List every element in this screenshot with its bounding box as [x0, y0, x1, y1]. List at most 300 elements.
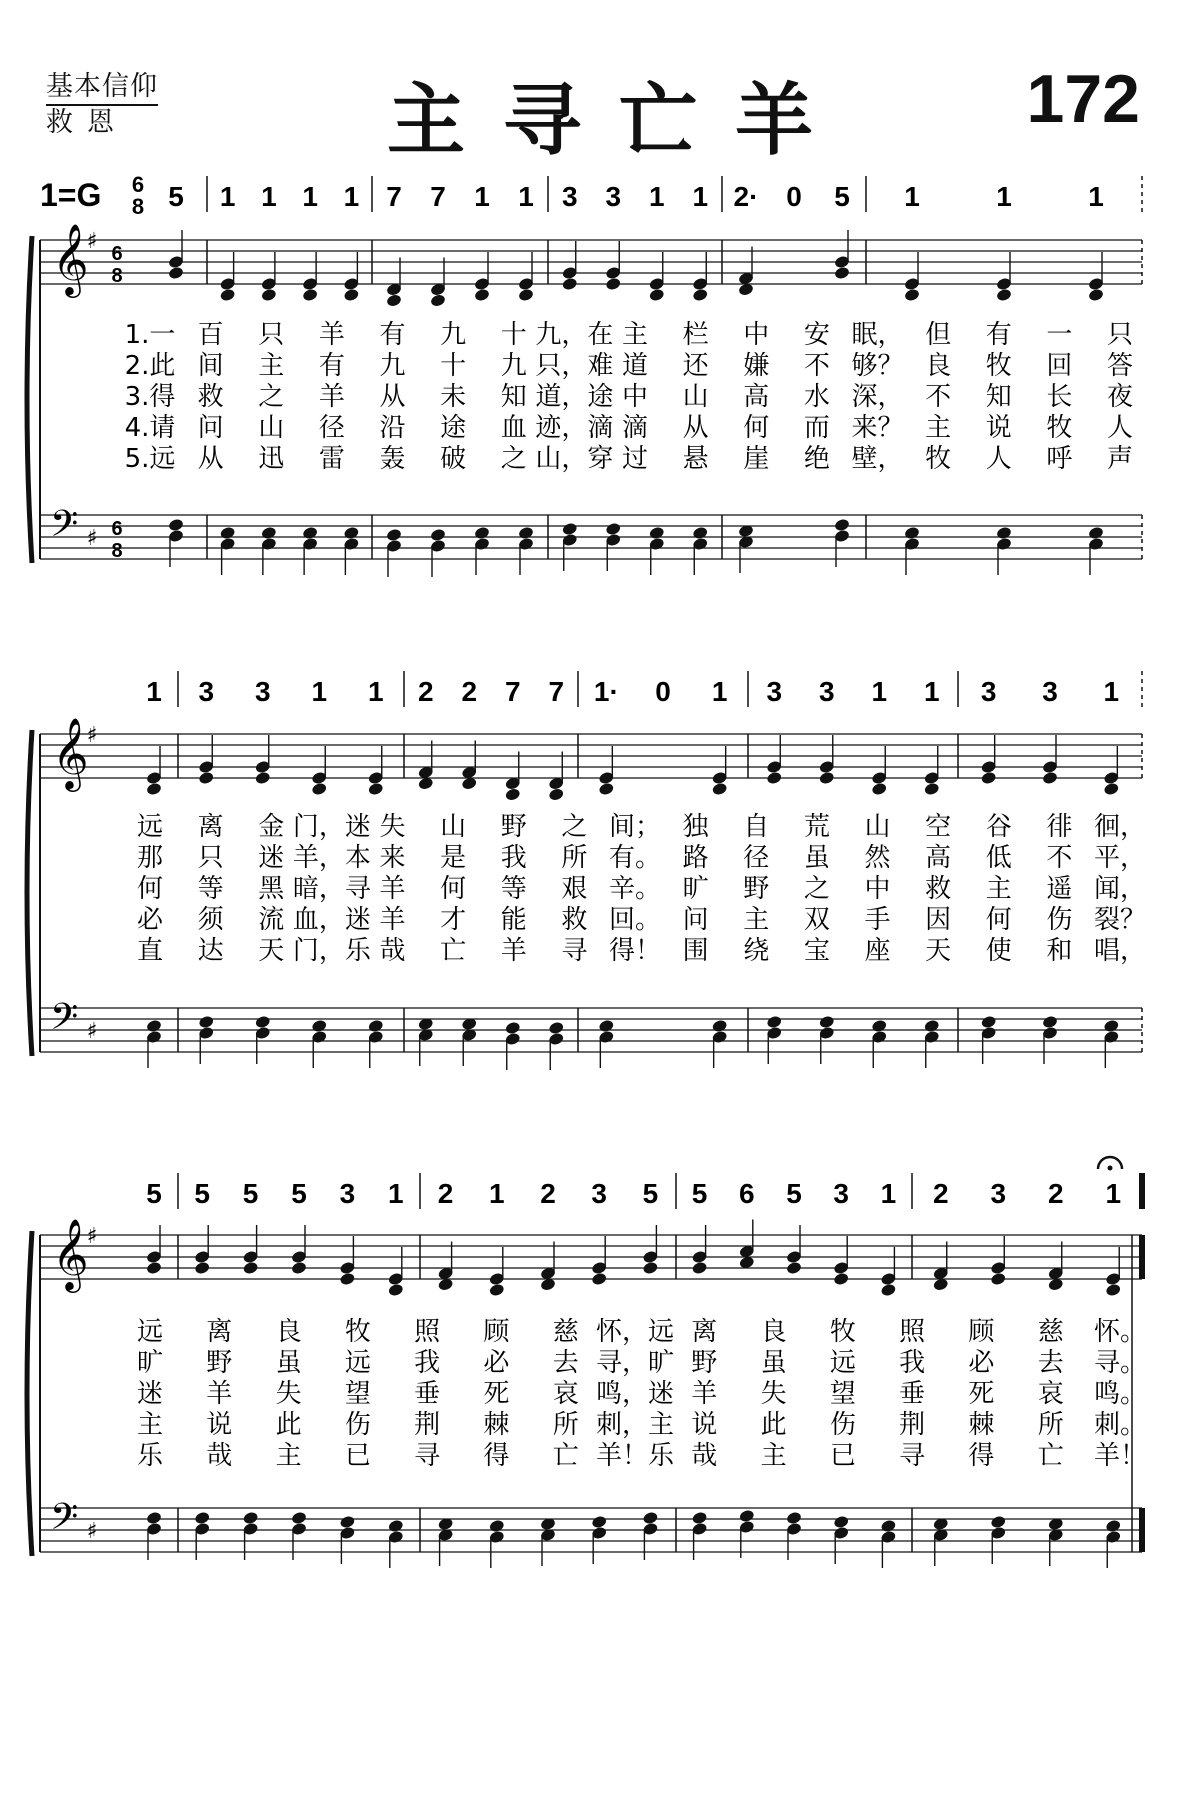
lyric-syllable: 照 — [899, 1317, 926, 1347]
treble-notehead — [261, 288, 278, 303]
lyric-syllable: 照 — [414, 1317, 441, 1347]
jianpu-note: 1 — [311, 676, 328, 707]
lyric-syllable: 牧 — [344, 1317, 371, 1347]
treble-notehead — [711, 782, 728, 797]
staff-time-bottom: 8 — [111, 540, 123, 562]
lyric-syllable: 直 — [136, 936, 164, 966]
jianpu-note: 5 — [242, 1178, 259, 1209]
jianpu-note: 3 — [605, 181, 622, 212]
lyric-syllable: 迅 — [258, 444, 285, 474]
jianpu-note: 5 — [691, 1178, 708, 1209]
lyric-syllable: 哀 — [1037, 1379, 1064, 1409]
lyric-syllable: 主 — [743, 905, 770, 935]
jianpu-note: 1 — [1103, 676, 1120, 707]
lyric-syllable: 迹，滴 — [535, 413, 614, 443]
lyric-syllable: 门，乐 — [292, 936, 371, 966]
lyric-syllable: 伤 — [829, 1410, 856, 1440]
bass-notehead — [561, 522, 578, 537]
lyric-syllable: 良 — [925, 351, 952, 381]
lyric-syllable: 野 — [691, 1348, 718, 1378]
lyric-syllable: 高 — [743, 382, 770, 412]
grand-staff-brace — [27, 236, 32, 563]
treble-notehead — [990, 1272, 1007, 1287]
lyric-syllable: 慈 — [552, 1317, 579, 1347]
lyric-syllable: 山 — [864, 812, 891, 842]
lyric-syllable: 救 — [561, 905, 588, 935]
lyric-syllable: 失 — [379, 812, 406, 842]
jianpu-note: 2 — [417, 676, 434, 707]
bass-notehead — [548, 1021, 565, 1036]
lyric-syllable: 只 — [258, 320, 285, 350]
jianpu-note: 3 — [339, 1178, 356, 1209]
bass-notehead — [786, 1511, 803, 1526]
lyric-syllable: 所 — [552, 1410, 579, 1440]
lyric-syllable: 去 — [552, 1348, 579, 1378]
treble-notehead — [834, 266, 851, 281]
subcategory-label: 救恩 — [46, 104, 158, 140]
treble-notehead — [904, 288, 921, 303]
lyric-syllable: 荆 — [414, 1410, 441, 1440]
treble-clef-icon: 𝄞 — [52, 716, 89, 789]
lyric-syllable: 主 — [985, 874, 1012, 904]
treble-notehead — [980, 771, 997, 786]
jianpu-note: 3 — [1042, 676, 1058, 707]
lyric-syllable: 寻 — [899, 1441, 926, 1471]
lyric-syllable: 垂 — [414, 1379, 441, 1409]
lyric-syllable: 崖 — [743, 444, 770, 474]
treble-clef-icon: 𝄞 — [52, 1217, 89, 1290]
treble-notehead — [591, 1272, 608, 1287]
bass-notehead — [904, 526, 921, 541]
lyric-syllable: 眠， — [851, 320, 904, 350]
jianpu-note: 1 — [146, 676, 162, 707]
bass-notehead — [871, 1019, 888, 1034]
bass-notehead — [219, 526, 236, 541]
lyric-syllable: 救 — [197, 382, 224, 412]
lyric-syllable: 而 — [803, 413, 830, 443]
lyric-syllable: 旷 — [682, 874, 709, 904]
lyric-syllable: 鸣，迷 — [595, 1379, 675, 1409]
treble-notehead — [430, 293, 447, 308]
lyric-syllable: 4.请 — [124, 413, 176, 443]
lyric-syllable: 道，途 — [535, 382, 614, 412]
treble-notehead — [766, 771, 783, 786]
lyric-syllable: 夜 — [1106, 382, 1134, 412]
lyric-syllable: 已 — [829, 1441, 856, 1471]
treble-notehead — [291, 1261, 308, 1276]
jianpu-note: 2· — [733, 181, 759, 212]
jianpu-note: 3 — [766, 676, 783, 707]
lyric-syllable: 门，迷 — [292, 812, 371, 842]
jianpu-note: 1 — [518, 181, 534, 212]
lyric-syllable: 说 — [691, 1410, 718, 1440]
bass-notehead — [980, 1015, 997, 1030]
jianpu-note: 5 — [642, 1178, 659, 1209]
lyric-syllable: 得 — [483, 1441, 510, 1471]
bass-notehead — [291, 1511, 308, 1526]
lyric-syllable: 我 — [899, 1348, 926, 1378]
time-bottom: 8 — [131, 194, 145, 219]
treble-notehead — [1042, 771, 1059, 786]
lyric-syllable: 答 — [1106, 351, 1134, 381]
jianpu-note: 1 — [923, 676, 940, 707]
lyric-syllable: 失 — [275, 1379, 302, 1409]
lyric-syllable: 安 — [803, 320, 830, 350]
lyric-syllable: 声 — [1106, 444, 1134, 474]
treble-notehead — [198, 771, 215, 786]
treble-notehead — [691, 1261, 708, 1276]
lyric-syllable: 之 — [258, 382, 285, 412]
lyric-syllable: 道 — [621, 351, 649, 381]
lyric-syllable: 得 — [968, 1441, 995, 1471]
treble-notehead — [488, 1283, 505, 1298]
lyric-syllable: 山 — [682, 382, 709, 412]
lyric-syllable: 良 — [275, 1317, 302, 1347]
treble-notehead — [871, 782, 888, 797]
treble-notehead — [642, 1261, 659, 1276]
lyric-syllable: 2.此 — [124, 351, 176, 381]
bass-clef-icon: 𝄢 — [50, 996, 79, 1047]
sharp-icon: ♯ — [86, 526, 98, 551]
sharp-icon: ♯ — [86, 229, 98, 254]
bass-notehead — [642, 1511, 659, 1526]
lyric-syllable: 那 — [136, 843, 164, 873]
lyric-syllable: 羊 — [318, 320, 345, 350]
lyric-syllable: 轰 — [379, 444, 406, 474]
bass-notehead — [311, 1019, 328, 1034]
lyric-syllable: 途 — [440, 413, 467, 443]
bass-notehead — [146, 1019, 163, 1034]
lyric-syllable: 从 — [197, 444, 224, 474]
treble-notehead — [833, 1272, 850, 1287]
hymn-title: 主寻亡羊 — [386, 76, 851, 166]
lyric-syllable: 何 — [743, 413, 770, 443]
lyric-syllable: 羊 — [691, 1379, 718, 1409]
lyric-syllable: 双 — [803, 905, 830, 935]
lyric-syllable: 有。 — [608, 843, 662, 873]
lyric-syllable: 栏 — [682, 320, 709, 350]
lyric-syllable: 羊 — [318, 382, 345, 412]
lyric-syllable: 百 — [197, 320, 224, 350]
treble-notehead — [1088, 288, 1105, 303]
lyric-syllable: 山 — [258, 413, 285, 443]
jianpu-note: 6 — [739, 1178, 755, 1209]
treble-notehead — [168, 266, 185, 281]
lyric-syllable: 一 — [1046, 320, 1073, 350]
lyric-syllable: 伤 — [344, 1410, 371, 1440]
lyric-syllable: 所 — [561, 843, 588, 873]
staff-time-bottom: 8 — [111, 265, 123, 287]
bass-notehead — [738, 1509, 755, 1524]
fermata-dot — [1108, 1166, 1113, 1171]
lyric-syllable: 刺。 — [1093, 1410, 1147, 1440]
bass-notehead — [168, 518, 185, 533]
lyric-syllable: 寻 — [414, 1441, 441, 1471]
jianpu-note: 1 — [367, 676, 384, 707]
lyric-syllable: 何 — [136, 874, 164, 904]
jianpu-note: 1 — [261, 181, 277, 212]
jianpu-note: 1 — [880, 1178, 897, 1209]
treble-notehead — [219, 288, 236, 303]
treble-notehead — [1103, 782, 1120, 797]
lyric-syllable: 未 — [440, 382, 467, 412]
bass-notehead — [387, 1519, 404, 1534]
lyric-syllable: 虽 — [803, 843, 830, 873]
jianpu-note: 1 — [692, 181, 709, 212]
lyric-syllable: 羊，本 — [292, 843, 371, 873]
lyric-syllable: 望 — [829, 1379, 856, 1409]
bass-notehead — [194, 1511, 211, 1526]
lyric-syllable: 因 — [925, 905, 952, 935]
lyric-syllable: 回。 — [608, 905, 662, 935]
lyric-syllable: 牧 — [1046, 413, 1073, 443]
lyric-syllable: 哉 — [379, 936, 406, 966]
bass-notehead — [648, 526, 665, 541]
lyric-syllable: 等 — [500, 874, 527, 904]
lyric-syllable: 我 — [414, 1348, 441, 1378]
lyric-syllable: 徘 — [1046, 812, 1073, 842]
lyric-syllable: 主 — [621, 320, 649, 350]
lyric-syllable: 血，迷 — [292, 905, 371, 935]
lyric-syllable: 黑 — [258, 874, 285, 904]
lyric-syllable: 人 — [985, 444, 1012, 474]
bass-notehead — [598, 1019, 615, 1034]
jianpu-note: 5 — [168, 181, 184, 212]
jianpu-note: 1 — [489, 1178, 505, 1209]
treble-notehead — [146, 1261, 163, 1276]
sharp-icon: ♯ — [86, 1519, 98, 1544]
lyric-syllable: 必 — [483, 1348, 510, 1378]
jianpu-note: 3 — [254, 676, 271, 707]
lyric-syllable: 知 — [985, 382, 1012, 412]
bass-notehead — [880, 1519, 897, 1534]
lyric-syllable: 使 — [985, 936, 1012, 966]
bass-notehead — [430, 528, 447, 543]
lyric-syllable: 此 — [760, 1410, 787, 1440]
jianpu-note: 3 — [198, 676, 215, 707]
lyric-syllable: 必 — [968, 1348, 995, 1378]
bass-notehead — [1042, 1015, 1059, 1030]
lyric-syllable: 失 — [760, 1379, 787, 1409]
jianpu-note: 7 — [548, 676, 565, 707]
treble-notehead — [818, 771, 835, 786]
lyric-syllable: 寻，旷 — [595, 1348, 675, 1378]
lyric-syllable: 问 — [682, 905, 709, 935]
lyric-syllable: 旷 — [136, 1348, 164, 1378]
bass-notehead — [302, 526, 319, 541]
lyric-syllable: 过 — [621, 444, 649, 474]
treble-notehead — [302, 288, 319, 303]
lyric-syllable: 天 — [925, 936, 952, 966]
lyric-syllable: 不 — [1046, 843, 1073, 873]
lyric-syllable: 嫌 — [743, 351, 770, 381]
lyric-syllable: 之 — [561, 812, 588, 842]
treble-notehead — [996, 288, 1013, 303]
jianpu-note: 1 — [648, 181, 665, 212]
lyric-syllable: 垂 — [899, 1379, 926, 1409]
jianpu-note: 3 — [833, 1178, 849, 1209]
bass-notehead — [518, 526, 535, 541]
lyric-syllable: 望 — [344, 1379, 371, 1409]
treble-notehead — [786, 1261, 803, 1276]
lyric-syllable: 血 — [500, 413, 527, 443]
jianpu-note: 1 — [711, 676, 728, 707]
jianpu-note: 1 — [388, 1178, 404, 1209]
bass-notehead — [198, 1015, 215, 1030]
lyric-syllable: 绕 — [743, 936, 770, 966]
treble-notehead — [194, 1261, 211, 1276]
lyric-syllable: 径 — [743, 843, 770, 873]
lyric-syllable: 谷 — [985, 812, 1012, 842]
lyric-syllable: 此 — [275, 1410, 302, 1440]
jianpu-note: 3 — [980, 676, 997, 707]
lyric-syllable: 辛。 — [608, 874, 662, 904]
lyric-syllable: 主 — [760, 1441, 787, 1471]
lyric-syllable: 远 — [344, 1348, 371, 1378]
jianpu-note: 5 — [146, 1178, 162, 1209]
lyric-syllable: 5.远 — [124, 444, 176, 474]
lyric-syllable: 唱， — [1093, 936, 1147, 966]
lyric-syllable: 还 — [682, 351, 709, 381]
grand-staff-brace — [27, 1231, 32, 1556]
lyric-syllable: 野 — [743, 874, 770, 904]
lyric-syllable: 1.一 — [124, 320, 176, 350]
lyric-syllable: 是 — [440, 843, 467, 873]
jianpu-note: 1 — [996, 181, 1012, 212]
lyric-syllable: 十 — [440, 351, 467, 381]
bass-notehead — [146, 1511, 163, 1526]
lyric-syllable: 牧 — [829, 1317, 856, 1347]
lyric-syllable: 主 — [258, 351, 285, 381]
lyric-syllable: 迷 — [258, 843, 285, 873]
bass-notehead — [504, 1021, 521, 1036]
lyric-syllable: 亡 — [552, 1441, 579, 1471]
treble-notehead — [254, 771, 271, 786]
jianpu-note: 7 — [430, 181, 446, 212]
bass-notehead — [1088, 526, 1105, 541]
lyric-syllable: 主 — [925, 413, 952, 443]
lyric-syllable: 来 — [379, 843, 406, 873]
sharp-icon: ♯ — [86, 1019, 98, 1044]
lyric-syllable: 深， — [851, 382, 904, 412]
bass-notehead — [692, 526, 709, 541]
bass-notehead — [242, 1511, 259, 1526]
lyric-syllable: 怀，远 — [595, 1317, 675, 1347]
bass-notehead — [367, 1019, 384, 1034]
lyric-syllable: 顾 — [483, 1317, 510, 1347]
jianpu-note: 5 — [834, 181, 850, 212]
jianpu-note: 1 — [1105, 1178, 1122, 1209]
lyric-syllable: 壁， — [851, 444, 904, 474]
treble-notehead — [343, 288, 360, 303]
lyric-syllable: 说 — [206, 1410, 233, 1440]
lyric-syllable: 雷 — [318, 444, 345, 474]
bass-notehead — [488, 1519, 505, 1534]
lyric-syllable: 宝 — [803, 936, 830, 966]
lyric-syllable: 围 — [682, 936, 709, 966]
lyric-syllable: 远 — [136, 1317, 164, 1347]
lyric-syllable: 十 — [500, 320, 527, 350]
lyric-syllable: 长 — [1046, 382, 1073, 412]
lyric-syllable: 独 — [682, 812, 709, 842]
treble-notehead — [242, 1261, 259, 1276]
lyric-syllable: 哀 — [552, 1379, 579, 1409]
lyric-syllable: 路 — [682, 843, 709, 873]
lyric-syllable: 牧 — [985, 351, 1012, 381]
lyric-syllable: 鸣。 — [1093, 1379, 1147, 1409]
jianpu-note: 5 — [786, 1178, 802, 1209]
bass-notehead — [691, 1511, 708, 1526]
jianpu-note: 2 — [461, 676, 478, 707]
lyric-syllable: 牧 — [925, 444, 952, 474]
lyric-syllable: 远 — [829, 1348, 856, 1378]
jianpu-note: 2 — [932, 1178, 949, 1209]
jianpu-note: 5 — [194, 1178, 210, 1209]
staff-time-top: 6 — [111, 243, 123, 265]
lyric-syllable: 救 — [925, 874, 952, 904]
treble-notehead — [504, 787, 521, 802]
bass-notehead — [591, 1515, 608, 1530]
jianpu-note: 2 — [540, 1178, 556, 1209]
lyric-syllable: 乐 — [136, 1441, 164, 1471]
lyric-syllable: 羊！ — [1093, 1441, 1147, 1471]
treble-notehead — [311, 782, 328, 797]
lyric-syllable: 死 — [968, 1379, 995, 1409]
lyric-syllable: 有 — [318, 351, 345, 381]
jianpu-note: 1 — [1088, 181, 1104, 212]
bass-notehead — [1103, 1019, 1120, 1034]
lyric-syllable: 但 — [925, 320, 952, 350]
lyric-syllable: 呼 — [1046, 444, 1073, 474]
lyric-syllable: 九 — [379, 351, 406, 381]
lyric-syllable: 绝 — [803, 444, 830, 474]
lyric-syllable: 山，穿 — [535, 444, 614, 474]
lyric-syllable: 野 — [500, 812, 527, 842]
lyric-syllable: 死 — [483, 1379, 510, 1409]
lyric-syllable: 须 — [197, 905, 224, 935]
lyric-syllable: 从 — [379, 382, 406, 412]
lyric-syllable: 寻 — [561, 936, 588, 966]
jianpu-note: 3 — [990, 1178, 1007, 1209]
lyric-syllable: 有 — [985, 320, 1012, 350]
lyric-syllable: 回 — [1046, 351, 1073, 381]
jianpu-note: 1 — [904, 181, 920, 212]
lyric-syllable: 有 — [379, 320, 406, 350]
bass-clef-icon: 𝄢 — [50, 503, 79, 554]
lyric-syllable: 羊 — [379, 905, 406, 935]
lyric-syllable: 山 — [440, 812, 467, 842]
sharp-icon: ♯ — [86, 723, 98, 748]
lyric-syllable: 羊！乐 — [595, 1441, 675, 1471]
lyric-syllable: 裂？ — [1093, 905, 1147, 935]
bass-notehead — [834, 518, 851, 533]
bass-notehead — [339, 1515, 356, 1530]
category-label: 基本信仰 — [46, 71, 158, 102]
treble-notehead — [648, 288, 665, 303]
lyric-syllable: 高 — [925, 843, 952, 873]
lyric-syllable: 得！ — [608, 936, 662, 966]
hymn-number: 172 — [1026, 61, 1140, 137]
lyric-syllable: 寻。 — [1093, 1348, 1147, 1378]
lyric-syllable: 远 — [136, 812, 164, 842]
bass-notehead — [605, 522, 622, 537]
lyric-syllable: 座 — [864, 936, 891, 966]
jianpu-note: 1 — [474, 181, 490, 212]
lyric-syllable: 必 — [136, 905, 164, 935]
lyric-syllable: 何 — [985, 905, 1012, 935]
jianpu-note: 1 — [343, 181, 360, 212]
lyric-syllable: 荆 — [899, 1410, 926, 1440]
